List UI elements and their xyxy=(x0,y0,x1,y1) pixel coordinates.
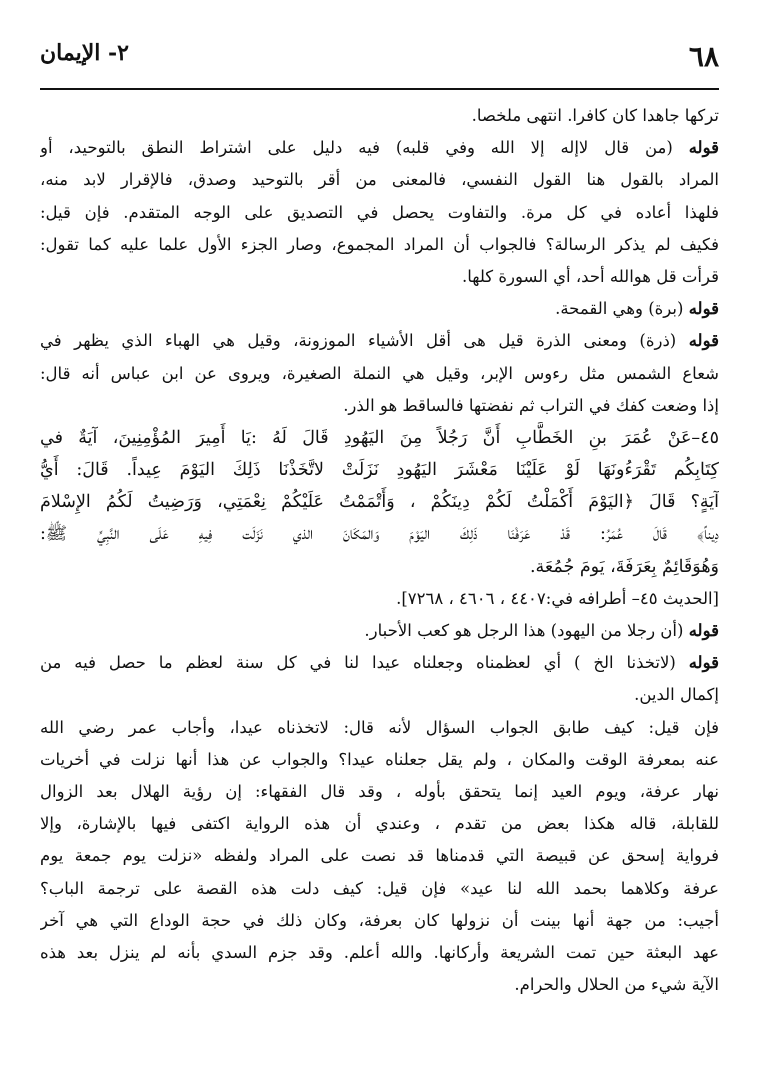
text-line xyxy=(40,229,719,261)
text-line xyxy=(40,197,719,229)
line-text: قرأت قل هوالله أحد، أي السورة كلها. xyxy=(461,266,719,286)
text-line xyxy=(40,873,719,905)
keyword-qawluhu: قوله xyxy=(688,331,719,351)
line-text: عهد البعثة حين تمت الشريعة وأركانها. والله أعلم. وقد جزم السدي بأنه لم ينزل بعد هذه xyxy=(40,942,719,962)
commentary-section-2 xyxy=(40,615,719,1001)
line-text: تركها جاهدا كان كافرا. انتهى ملخصا. xyxy=(471,106,719,125)
line-text: فرواية إسحق عن قبيصة التي قدمناها قد نصت على المراد ولفظه «نزلت يوم جمعة يوم xyxy=(40,846,719,866)
commentary-body xyxy=(40,100,719,1001)
line-text: فكيف لم يذكر الرسالة؟ فالجواب أن المراد المجموع، وصار الجزء الأول علما عليه كما تقول: xyxy=(40,234,719,254)
text-line xyxy=(40,390,719,422)
line-text: نهار عرفة، ويوم العيد إنما يتحقق بأوله ، وقد قال الفقهاء: إن رؤية الهلال بعد الزوال xyxy=(40,781,719,801)
text-line xyxy=(40,744,719,776)
text-line xyxy=(40,776,719,808)
text-line xyxy=(40,712,719,744)
text-line xyxy=(40,840,719,872)
text-line xyxy=(40,679,719,711)
text-line xyxy=(40,647,719,679)
line-text: دِيناً﴾ قَالَ عُمَرُ: قَدْ عَرَفْنَا ذَلِكَ اليَوْمَ وَالمَكَانَ الذي نَزَلَت فِيهِ عَلَى النَّبِيِّ ﷺ: xyxy=(40,524,719,545)
line-text: عنه بمعرفة الوقت والمكان ، ولم يقل جعلناه عيدا؟ والجواب عن هذا أنها نزلت في أخريات xyxy=(40,749,719,769)
hadith-line xyxy=(40,422,719,454)
page-header xyxy=(40,36,719,76)
hadith-line xyxy=(40,454,719,486)
line-text: فلهذا أعاده في كل مرة. والتفاوت يحصل في التصديق على الوجه المتقدم. فإن قيل: xyxy=(40,202,719,222)
line-text: (برة) وهي القمحة. xyxy=(555,299,689,319)
line-text: (من قال لاإله إلا الله وفي قلبه) فيه دليل على اشتراط النطق بالتوحيد، أو xyxy=(40,138,689,158)
line-text: المراد بالقول هنا القول النفسي، فالمعنى من أقر بالتوحيد وصدق، فالإقرار لابد منه، xyxy=(40,170,719,190)
line-text: إذا وضعت كفك في التراب ثم نفضتها فالساقط هو الذر. xyxy=(343,395,719,415)
text-line xyxy=(40,164,719,196)
text-line xyxy=(40,905,719,937)
line-text: ٤٥–عَنْ عُمَرَ بنِ الخَطَّابِ أَنَّ رَجُلاً مِنَ اليَهُودِ قَالَ لَهُ :يَا أَمِيرَ المُؤْمِنِينَ، آيَةٌ في xyxy=(40,427,719,448)
text-line xyxy=(40,100,719,132)
line-text: عرفة وكلاهما بحمد الله لنا عيد» فإن قيل: كيف دلت هذه القصة على ترجمة الباب؟ xyxy=(40,878,719,898)
line-text: (لاتخذنا الخ ) أي لعظمناه وجعلناه عيدا لنا في كل سنة لعظم ما حصل فيه من xyxy=(40,653,689,673)
keyword-qawluhu: قوله xyxy=(688,138,719,158)
text-line xyxy=(40,808,719,840)
line-text: الآية شيء من الحلال والحرام. xyxy=(514,975,719,995)
hadith-reference: [الحديث ٤٥– أطرافه في:٤٤٠٧ ، ٤٦٠٦ ، ٧٢٦٨]. xyxy=(396,588,719,608)
page-number: ٦٨ xyxy=(688,40,719,73)
line-text: آيَةٍ؟ قَالَ ﴿اليَوْمَ أَكْمَلْتُ لَكُمْ دِينَكُمْ ، وَأَتْمَمْتُ عَلَيْكُمْ نِعْمَتِي، وَرَضِيتُ لَكُمُ الإِسْلامَ xyxy=(40,492,719,513)
line-text: فإن قيل: كيف طابق الجواب السؤال لأنه قال: لاتخذناه عيدا، وأجاب عمر رضي الله xyxy=(40,717,719,737)
text-line xyxy=(40,132,719,164)
text-line xyxy=(40,615,719,647)
commentary-section-1 xyxy=(40,100,719,422)
text-line xyxy=(40,261,719,293)
line-text: للقابلة، قاله هكذا بعض من تقدم ، وعندي أن هذه الرواية اكتفى فيها بالإشارة، وإلا xyxy=(40,814,719,834)
line-text: شعاع الشمس مثل رءوس الإبر، وقيل هي النملة الصغيرة، ويروى عن ابن عباس أنه قال: xyxy=(40,363,719,383)
line-text: إكمال الدين. xyxy=(634,685,719,705)
line-text: كِتَابِكُم تَقْرَءُونَهَا لَوْ عَلَيْنَا مَعْشَرَ اليَهُودِ نَزَلَتْ لاتَّخَذْنَا ذَلِكَ اليَوْمَ عِيداً. قَالَ: أَيُّ xyxy=(40,460,719,481)
keyword-qawluhu: قوله xyxy=(688,653,719,673)
line-text: (أن رجلا من اليهود) هذا الرجل هو كعب الأحبار. xyxy=(364,621,689,640)
hadith-45 xyxy=(40,422,719,583)
hadith-line xyxy=(40,551,719,583)
text-line xyxy=(40,969,719,1001)
text-line xyxy=(40,358,719,390)
chapter-title: ٢- الإيمان xyxy=(40,40,129,66)
line-text: أجيب: من جهة أنها بينت أن نزولها كان بعرفة، وكان ذلك في حجة الوداع التي هي آخر xyxy=(40,910,719,930)
text-line xyxy=(40,937,719,969)
text-line xyxy=(40,325,719,357)
hadith-line xyxy=(40,518,719,550)
line-text: وَهُوَقَائِمٌ بِعَرَفَةَ، يَومَ جُمُعَة. xyxy=(529,556,719,577)
text-line xyxy=(40,293,719,325)
header-divider xyxy=(40,88,719,90)
keyword-qawluhu: قوله xyxy=(688,621,719,640)
hadith-line xyxy=(40,486,719,518)
keyword-qawluhu: قوله xyxy=(688,299,719,319)
line-text: (ذرة) ومعنى الذرة قيل هى أقل الأشياء الموزونة، وقيل هي الهباء الذي يظهر في xyxy=(40,331,689,351)
